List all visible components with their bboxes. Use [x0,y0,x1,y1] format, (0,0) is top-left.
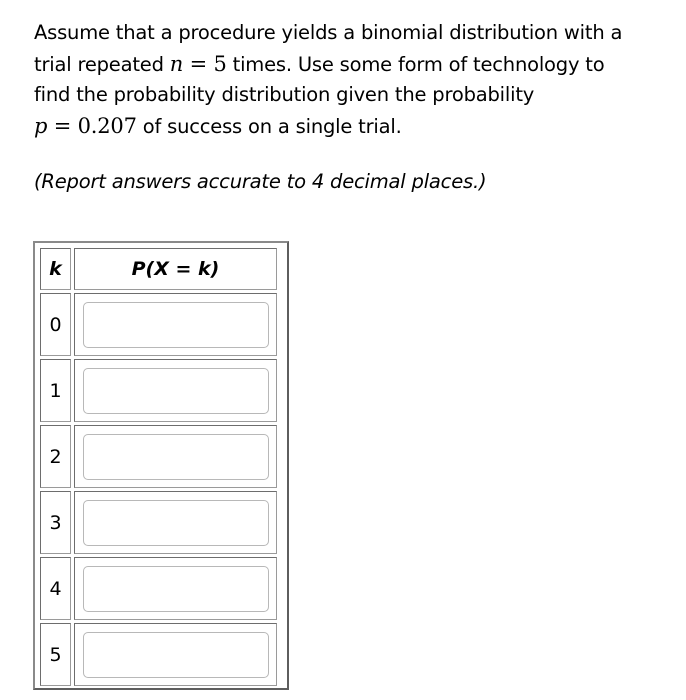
probability-input-k3[interactable] [83,500,269,546]
p-equals: = [47,113,78,138]
question-line-2-end: times. Use some form of technology to [226,52,605,76]
n-equation [170,52,227,76]
probability-input-k2[interactable] [83,434,269,480]
k-cell: 0 [40,293,71,356]
p-value: 0.207 [77,113,137,138]
p-equation [34,114,137,138]
k-cell: 2 [40,425,71,488]
table-row [40,623,277,686]
question-line-1: Assume that a procedure yields a binomial distribution with a [34,21,623,44]
header-k: k [40,248,71,290]
n-equals: = [183,51,214,76]
table-header-row [40,248,277,290]
n-symbol: n [169,51,184,76]
probability-input-k0[interactable] [83,302,269,348]
probability-input-k5[interactable] [83,632,269,678]
probability-input-k4[interactable] [83,566,269,612]
answer-cell [74,557,277,620]
answer-cell [74,359,277,422]
question-text [34,18,679,142]
p-symbol: p [34,113,48,138]
k-cell: 3 [40,491,71,554]
probability-table-frame [33,241,289,690]
table-row [40,425,277,488]
k-cell: 1 [40,359,71,422]
answer-cell [74,491,277,554]
table-row [40,557,277,620]
answer-cell [74,293,277,356]
question-line-4 [34,111,679,143]
answer-cell [74,425,277,488]
table-row [40,491,277,554]
table-row [40,359,277,422]
question-line-2 [34,49,679,81]
header-probability: P(X = k) [74,248,277,290]
probability-input-k1[interactable] [83,368,269,414]
question-line-2-start: trial repeated [34,52,170,76]
question-line-3: find the probability distribution given the probability [34,83,535,106]
table-row [40,293,277,356]
question-line-4-end: of success on a single trial. [136,114,402,138]
rounding-instruction: (Report answers accurate to 4 decimal places.) [34,170,487,193]
n-value: 5 [213,51,227,76]
answer-cell [74,623,277,686]
k-cell: 4 [40,557,71,620]
k-cell: 5 [40,623,71,686]
probability-table [37,245,280,689]
